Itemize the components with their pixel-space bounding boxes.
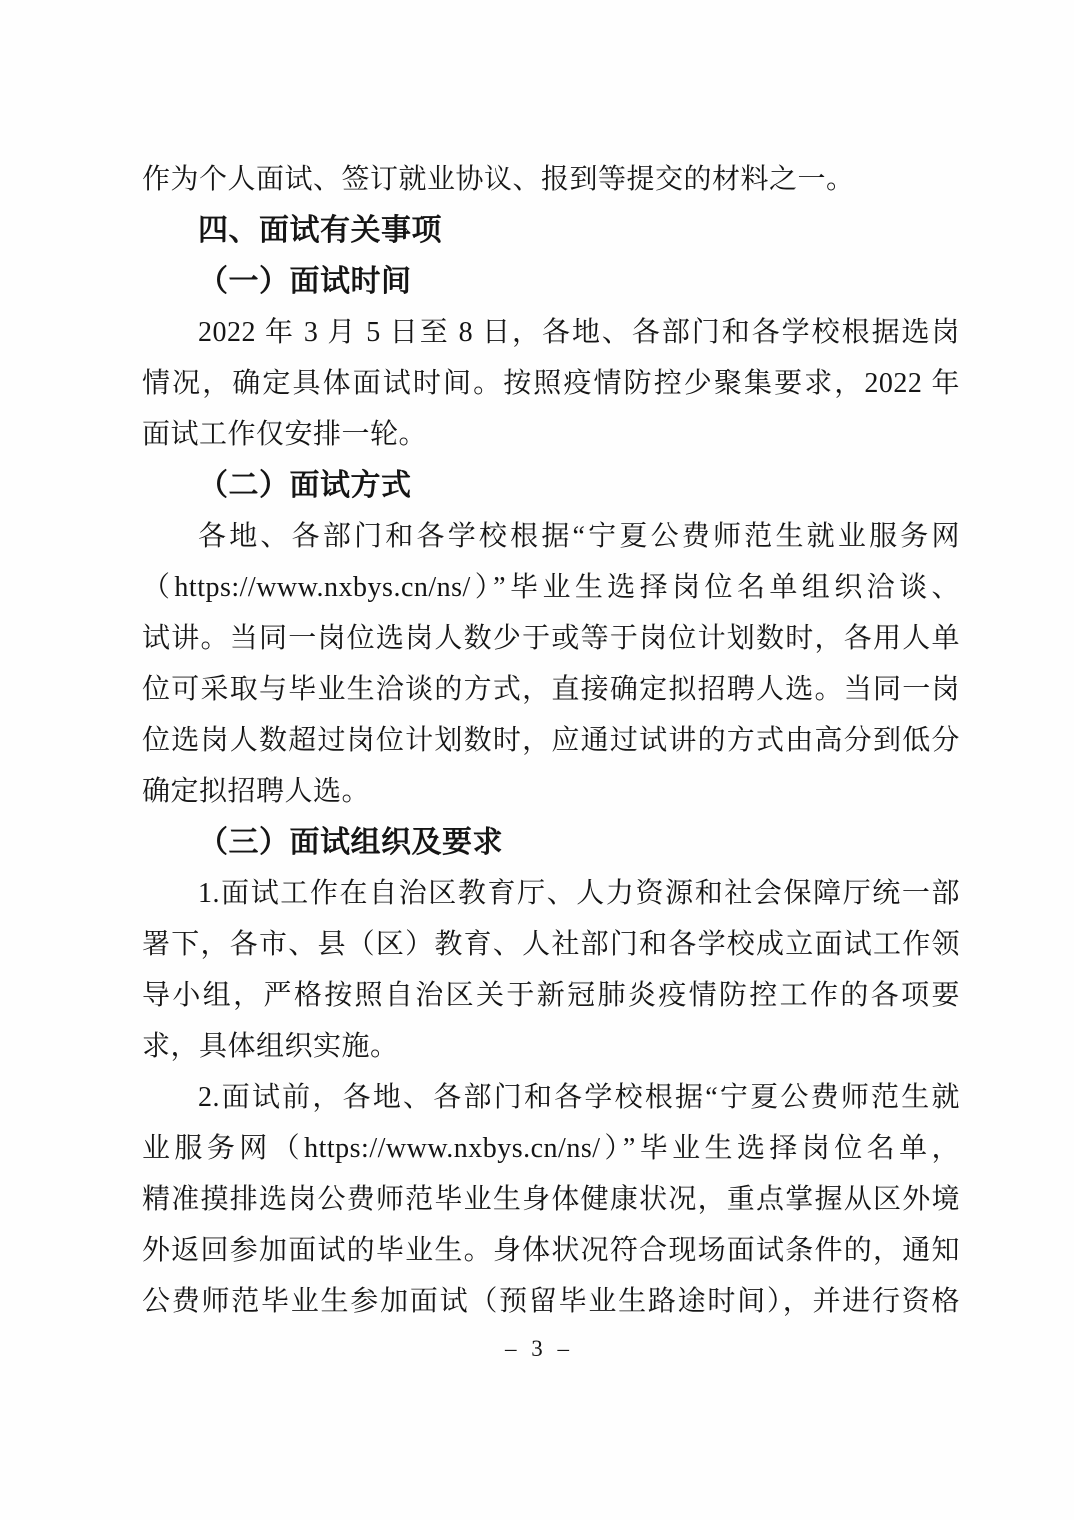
body-line: 面试工作仅安排一轮。 <box>142 419 428 450</box>
body-line: 2.面试前，各地、各部门和各学校根据“宁夏公费师范生就 <box>198 1082 960 1113</box>
body-line: 确定拟招聘人选。 <box>142 776 371 807</box>
body-line: 署下，各市、县（区）教育、人社部门和各学校成立面试工作领 <box>142 929 960 960</box>
body-line: 公费师范毕业生参加面试（预留毕业生路途时间），并进行资格 <box>142 1286 960 1317</box>
body-line: 求，具体组织实施。 <box>142 1031 399 1062</box>
body-line: 位可采取与毕业生洽谈的方式，直接确定拟招聘人选。当同一岗 <box>142 674 960 705</box>
body-line: 试讲。当同一岗位选岗人数少于或等于岗位计划数时，各用人单 <box>142 623 960 654</box>
section-heading: 四、面试有关事项 <box>198 214 442 247</box>
body-line: 情况，确定具体面试时间。按照疫情防控少聚集要求，2022 年 <box>142 368 960 399</box>
body-line: 各地、各部门和各学校根据“宁夏公费师范生就业服务网 <box>198 521 960 552</box>
body-line: 2022 年 3 月 5 日至 8 日，各地、各部门和各学校根据选岗 <box>198 317 960 348</box>
body-line: 业服务网（https://www.nxbys.cn/ns/）”毕业生选择岗位名单， <box>142 1133 960 1164</box>
body-line: 外返回参加面试的毕业生。身体状况符合现场面试条件的，通知 <box>142 1235 960 1266</box>
body-line: 作为个人面试、签订就业协议、报到等提交的材料之一。 <box>142 164 855 195</box>
body-line: 位选岗人数超过岗位计划数时，应通过试讲的方式由高分到低分 <box>142 725 960 756</box>
subsection-heading: （二）面试方式 <box>198 469 412 502</box>
body-line: 导小组，严格按照自治区关于新冠肺炎疫情防控工作的各项要 <box>142 980 960 1011</box>
subsection-heading: （三）面试组织及要求 <box>198 826 503 859</box>
body-line: 1.面试工作在自治区教育厅、人力资源和社会保障厅统一部 <box>198 878 960 909</box>
body-line: （https://www.nxbys.cn/ns/）”毕业生选择岗位名单组织洽谈、 <box>142 572 960 603</box>
page-number: – 3 – <box>505 1336 569 1361</box>
document-body <box>142 154 960 1327</box>
body-line: 精准摸排选岗公费师范毕业生身体健康状况，重点掌握从区外境 <box>142 1184 960 1215</box>
subsection-heading: （一）面试时间 <box>198 265 412 298</box>
